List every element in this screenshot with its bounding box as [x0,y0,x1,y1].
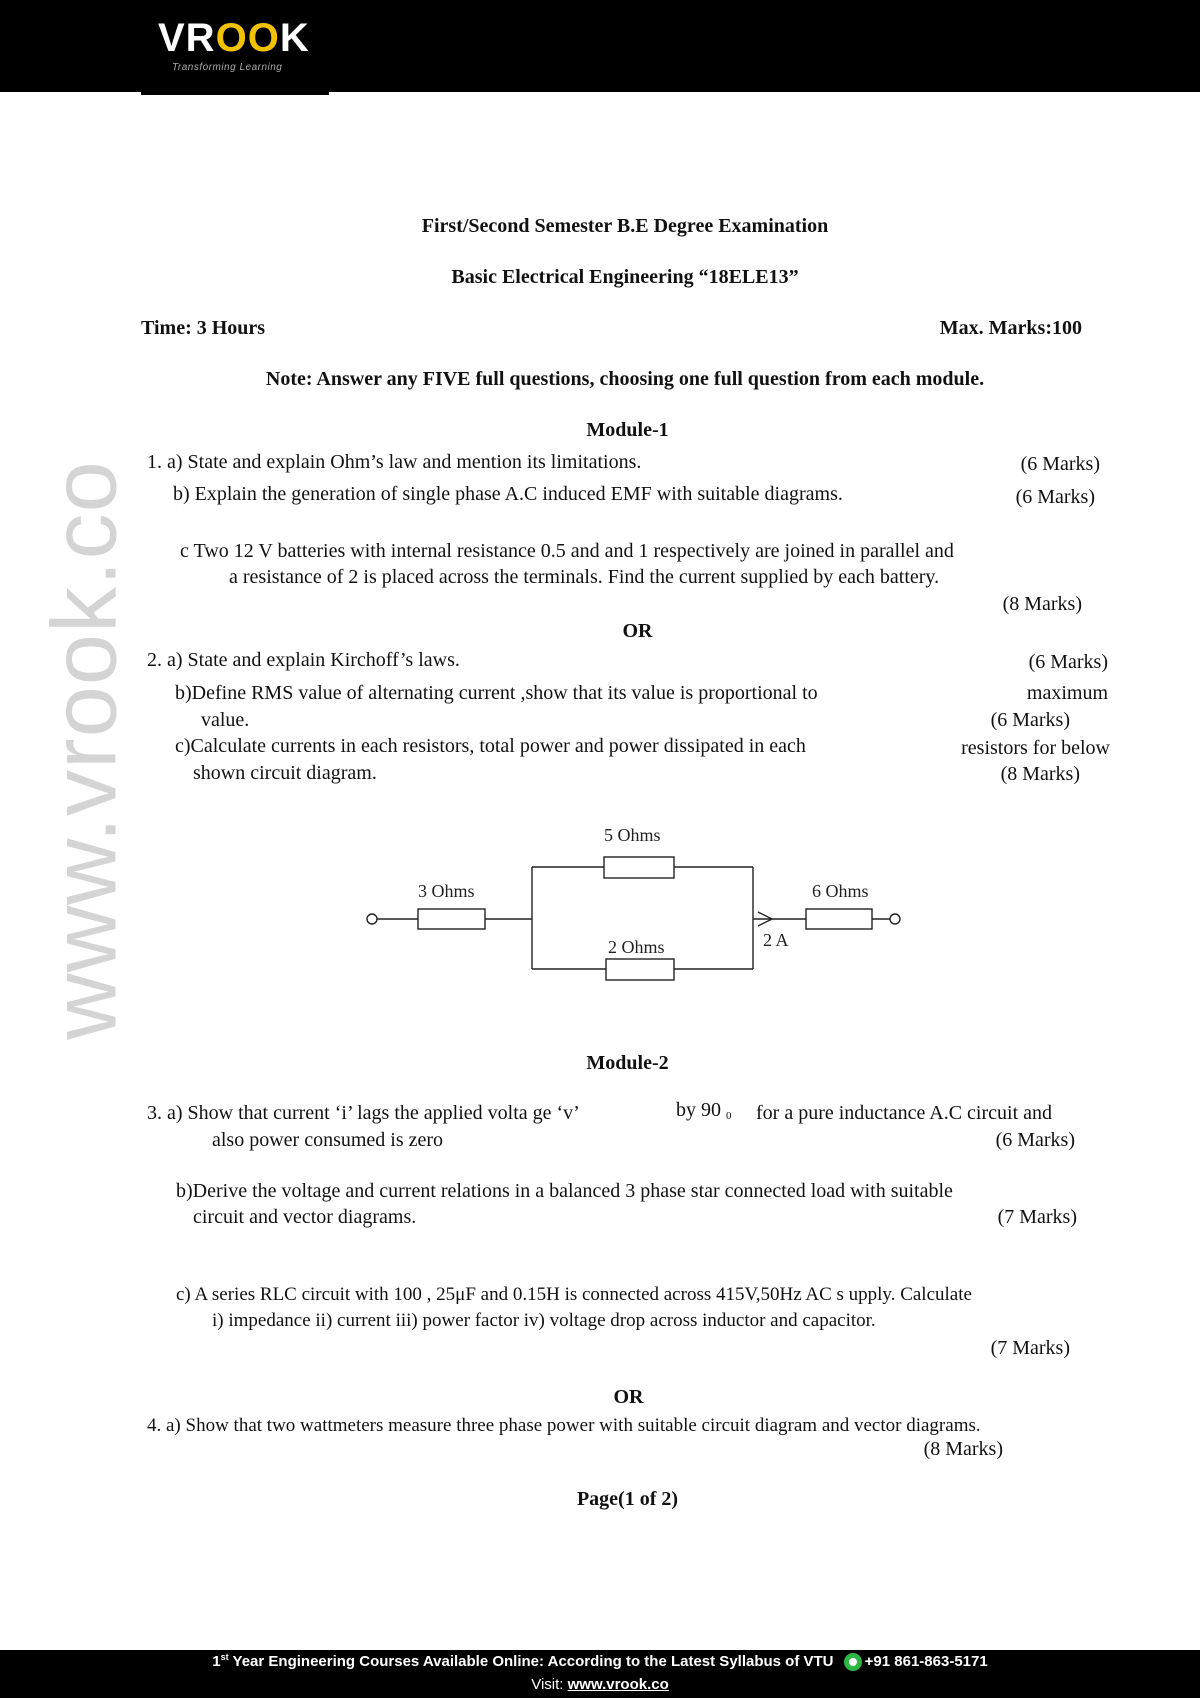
label-2-ohms: 2 Ohms [608,937,665,957]
module-1-heading: Module-1 [586,419,669,441]
label-6-ohms: 6 Ohms [812,881,869,901]
right-terminal [890,914,900,924]
subject-title: Basic Electrical Engineering “18ELE13” [451,266,799,288]
degree-marker: 0 [726,1110,732,1122]
label-5-ohms: 5 Ohms [604,825,661,845]
footer-course-line: 1st Year Engineering Courses Available Online: According to the Latest Syllabus of VTU +91 861-863-5171 [212,1652,988,1670]
question-4a-marks: (8 Marks) [923,1438,1003,1460]
question-3c-line1: c) A series RLC circuit with 100 , 25μF and 0.15H is connected across 415V,50Hz AC s upply. Calculate [176,1284,972,1305]
label-3-ohms: 3 Ohms [418,881,475,901]
time-label: Time: 3 Hours [141,317,266,339]
question-3a-line1: 3. a) Show that current ‘i’ lags the applied volta ge ‘v’ [147,1102,580,1124]
resistor-3-ohms [418,909,485,929]
question-1b: b) Explain the generation of single phase A.C induced EMF with suitable diagrams. [173,483,843,505]
question-2a-marks: (6 Marks) [1028,651,1108,673]
question-2b-marks: (6 Marks) [990,709,1070,731]
logo-text: VROOK [158,16,310,60]
question-2c-line1-end: resistors for below [961,737,1110,759]
page-number: Page(1 of 2) [576,1488,679,1510]
or-divider-2: OR [613,1386,644,1408]
header-underline [141,92,329,95]
question-1a-marks: (6 Marks) [1020,453,1100,475]
question-3b-marks: (7 Marks) [997,1206,1077,1228]
watermark: www.vrook.co [33,460,136,1040]
question-1c-line2: a resistance of 2 is placed across the terminals. Find the current supplied by each battery. [229,566,940,588]
whatsapp-icon [844,1653,862,1671]
exam-title: First/Second Semester B.E Degree Examination [421,215,829,237]
question-2b-line2: value. [201,709,250,731]
question-1c-line1: c Two 12 V batteries with internal resistance 0.5 and and 1 respectively are joined in parallel and [180,540,954,562]
circuit-diagram [360,815,920,1000]
vrook-logo[interactable] [158,14,318,76]
question-1a: 1. a) State and explain Ohm’s law and mention its limitations. [147,451,642,473]
footer-phone[interactable]: +91 861-863-5171 [864,1653,988,1670]
resistor-2-ohms [606,959,674,980]
resistor-5-ohms [604,857,674,878]
question-3a-line1-end: for a pure inductance A.C circuit and [756,1102,1052,1124]
logo-tagline: Transforming Learning [172,62,283,73]
footer-visit-line: Visit: www.vrook.co [531,1676,669,1693]
question-3b-line2: circuit and vector diagrams. [193,1206,417,1228]
or-divider-1: OR [622,620,653,642]
question-2a: 2. a) State and explain Kirchoff’s laws. [147,649,460,671]
question-2b-line1: b)Define RMS value of alternating current ,show that its value is proportional to [175,682,818,704]
question-2c-line1: c)Calculate currents in each resistors, total power and power dissipated in each [175,735,806,757]
question-2c-marks: (8 Marks) [1000,763,1080,785]
footer-website-link[interactable]: www.vrook.co [567,1676,669,1693]
question-3b-line1: b)Derive the voltage and current relations in a balanced 3 phase star connected load with suitable [176,1180,953,1202]
label-current: 2 A [763,930,789,950]
instructions-note: Note: Answer any FIVE full questions, choosing one full question from each module. [265,368,985,390]
question-3a-marks: (6 Marks) [995,1129,1075,1151]
question-1b-marks: (6 Marks) [1015,486,1095,508]
question-2b-line1-end: maximum [1026,682,1108,704]
question-3c-line2: i) impedance ii) current iii) power factor iv) voltage drop across inductor and capacitor. [212,1310,876,1331]
left-terminal [367,914,377,924]
question-1c-marks: (8 Marks) [1002,593,1082,615]
resistor-6-ohms [806,909,872,929]
question-4a: 4. a) Show that two wattmeters measure three phase power with suitable circuit diagram and vector diagrams. [147,1415,981,1436]
module-2-heading: Module-2 [586,1052,669,1074]
question-3c-marks: (7 Marks) [990,1337,1070,1359]
question-3a-line2: also power consumed is zero [212,1129,444,1151]
max-marks-label: Max. Marks:100 [939,317,1082,339]
question-3a-by: by 90 0 [676,1099,732,1122]
question-2c-line2: shown circuit diagram. [193,762,377,784]
